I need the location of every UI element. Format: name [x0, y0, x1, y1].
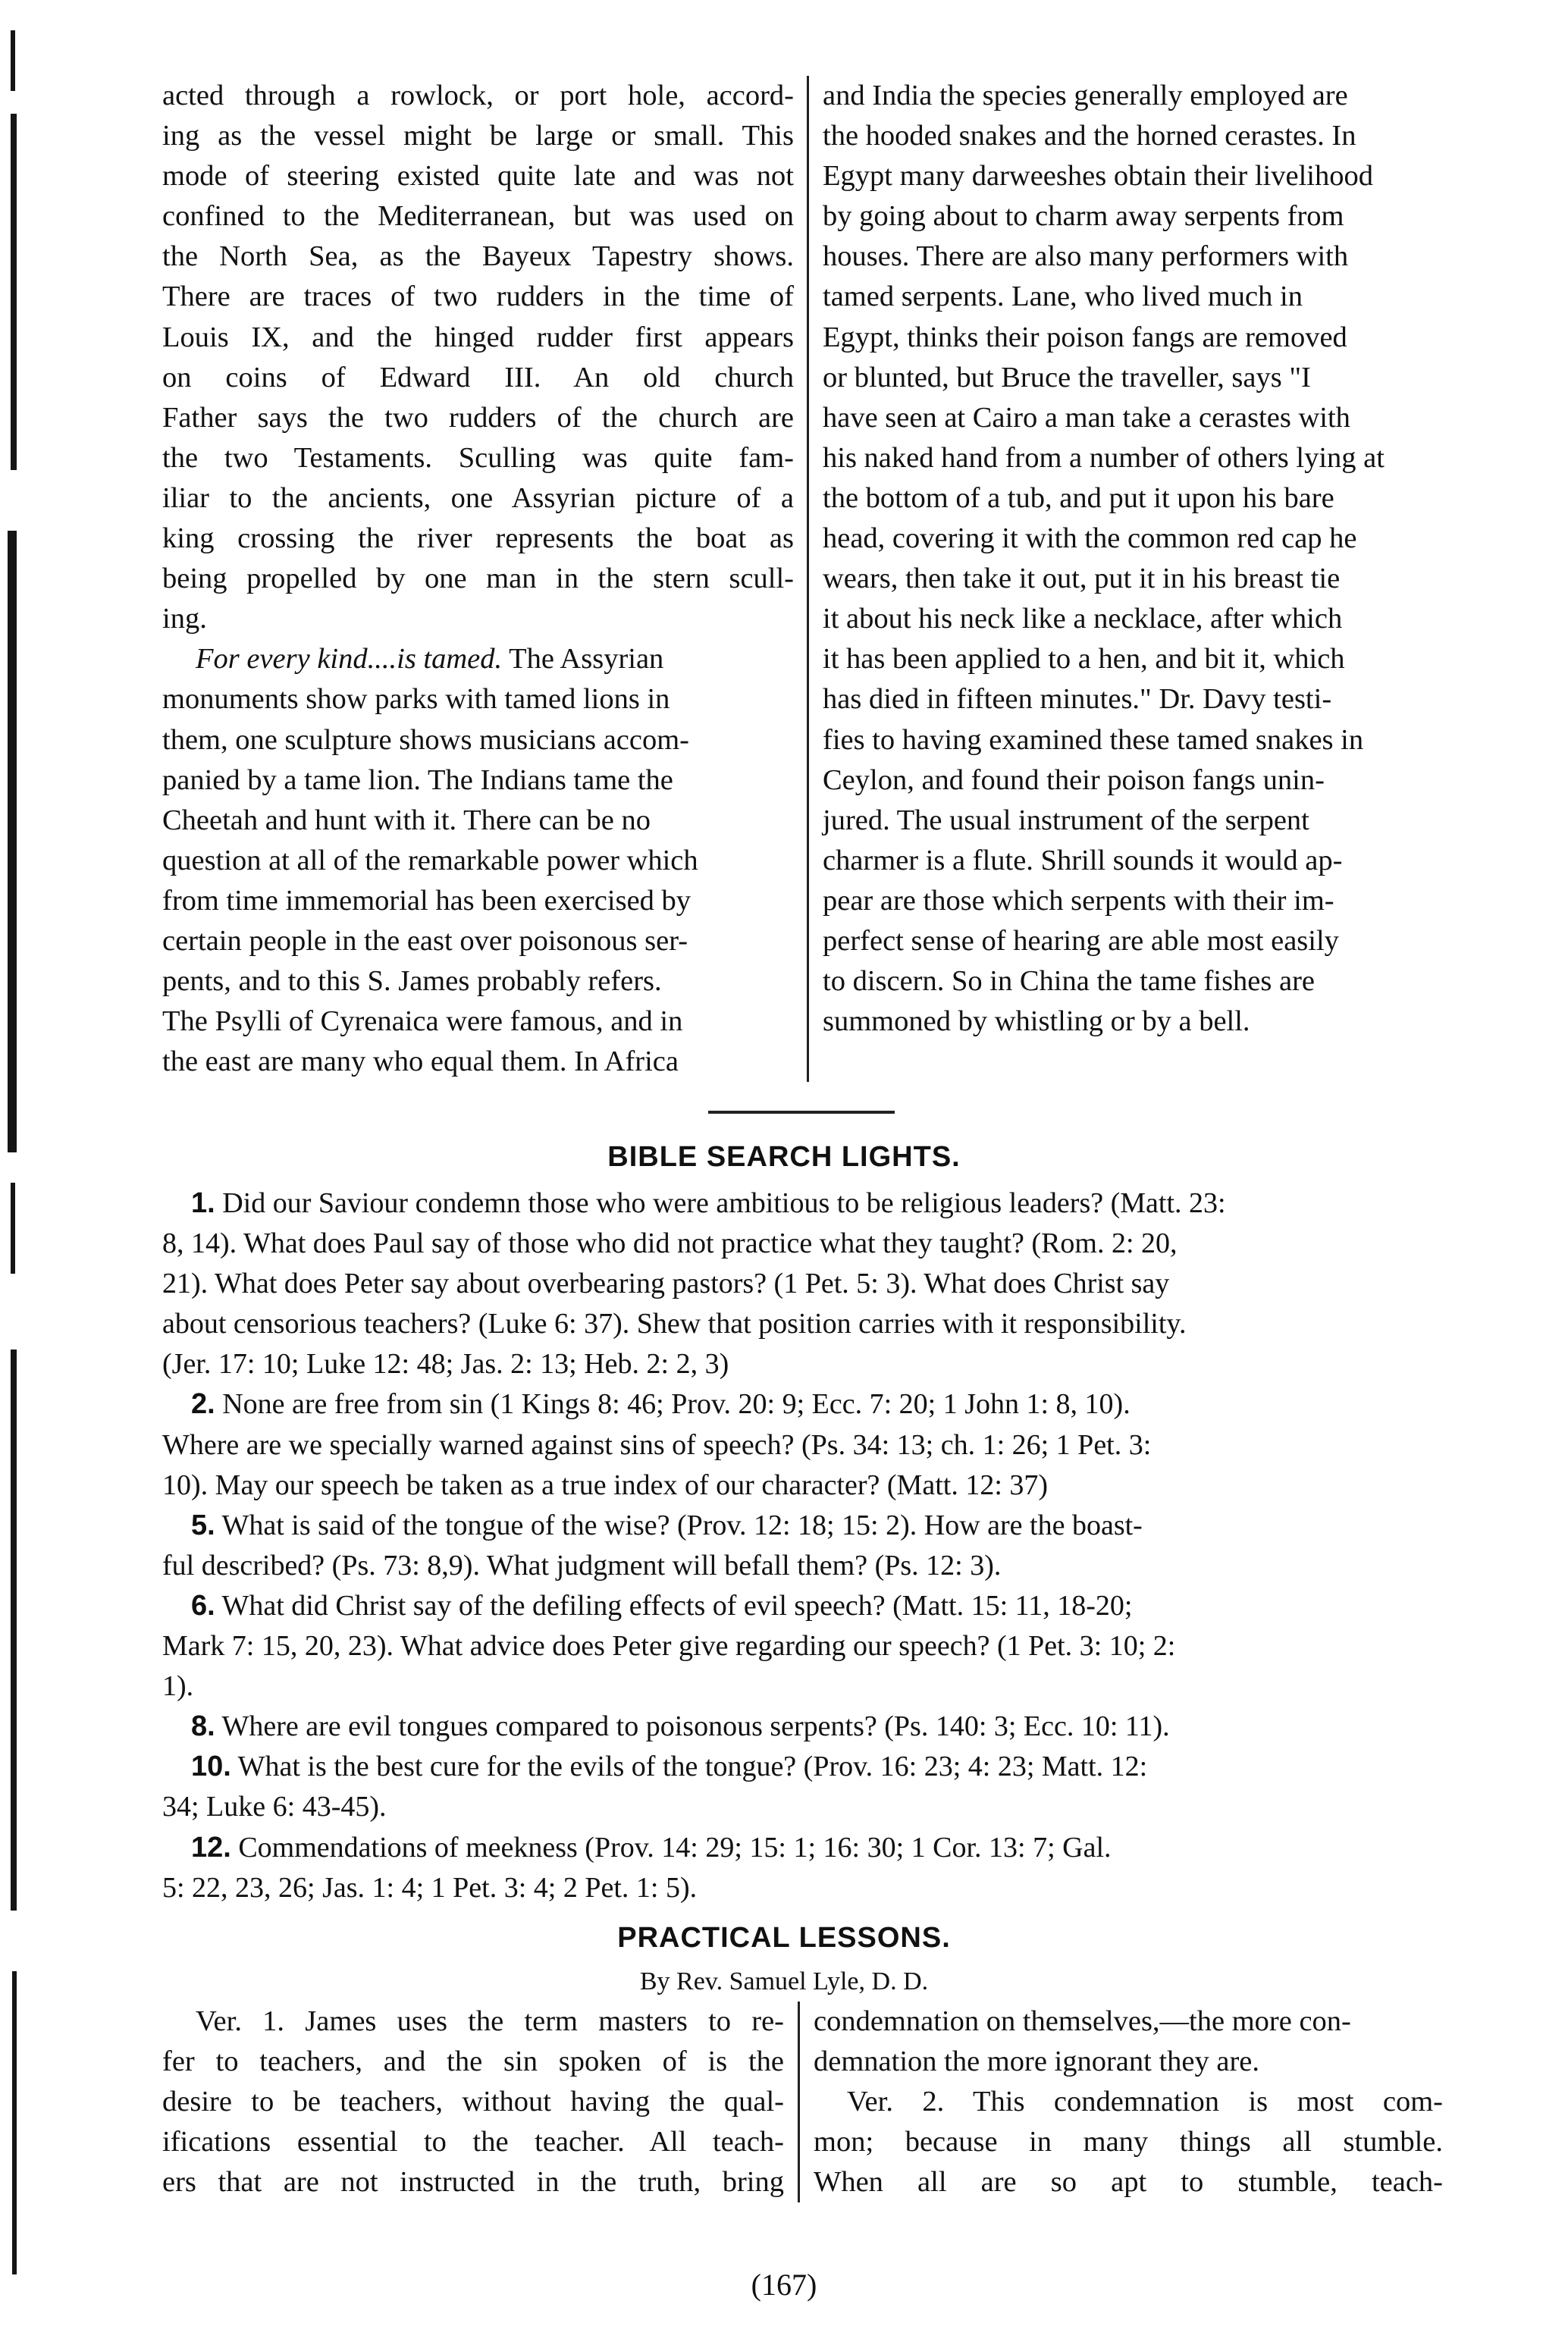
item-number: 12. — [191, 1831, 231, 1864]
lemma: For every kind....is tamed. — [196, 643, 503, 676]
top-left-column — [162, 76, 807, 1082]
item-text: Commendations of meekness (Prov. 14: 29; 15: 1; 16: 30; 1 Cor. 13: 7; Gal. 5: 22, 23, 26; Jas. 1: 4; 1 Pet. 3: 4; 2 Pet. 1: 5). — [162, 1831, 1112, 1904]
byline: By Rev. Samuel Lyle, D. D. — [639, 1967, 929, 1995]
paragraph-body: The Assyrian monuments show parks with tamed lions in them, one sculpture shows musicians accom- panied by a tame lion. The Indians tame the Cheetah and hunt with it. There can be no question at all of the remarkable power which from time immemorial has been exercised by certain people in the east over poisonous ser- pents, and to this S. James probably refers. The Psylli of Cyrenaica were famous, and in the east are many who equal them. In Africa — [162, 643, 698, 1078]
item-text: What did Christ say of the defiling effects of evil speech? (Matt. 15: 11, 18-20; Mark 7: 15, 20, 23). What advice does Peter give regarding our speech? (1 Pet. 3: 10; 2: 1). — [162, 1589, 1176, 1703]
list-item — [162, 1586, 1451, 1707]
paragraph: Ver. 1. James uses the term masters to re- fer to teachers, and the sin spoken of is the desire to be teachers, without having the qual- ifications essential to the teacher. All teach- ers that are not instructed in the truth, bring — [162, 2005, 784, 2199]
item-text: What is said of the tongue of the wise? (Prov. 12: 18; 15: 2). How are the boast- ful described? (Ps. 73: 8,9). What judgment will befall them? (Ps. 12: 3). — [162, 1509, 1143, 1582]
item-text: Did our Saviour condemn those who were ambitious to be religious leaders? (Matt. 23: 8, 14). What does Paul say of those who did not practice what they taught? (Rom. 2: 20, 21). What does Peter say about overbearing pastors? (1 Pet. 5: 3). What does Christ say about censorious teachers? (Luke 6: 37). Shew that position carries with it responsibility. (Jer. 17: 10; Luke 12: 48; Jas. 2: 13; Heb. 2: 2, 3) — [162, 1187, 1226, 1381]
section-heading: BIBLE SEARCH LIGHTS. — [607, 1141, 961, 1173]
bottom-left-column — [162, 2002, 798, 2202]
bottom-columns — [162, 2002, 1443, 2202]
list-item — [162, 1506, 1451, 1586]
item-text: None are free from sin (1 Kings 8: 46; Prov. 20: 9; Ecc. 7: 20; 1 John 1: 8, 10). Where are we specially warned against sins of speech? (Ps. 34: 13; ch. 1: 26; 1 Pet. 3: 10). May our speech be taken as a true index of our character? (Matt. 12: 37) — [162, 1388, 1152, 1501]
list-item — [162, 1828, 1451, 1908]
page-number: (167) — [751, 2268, 817, 2302]
item-number: 10. — [191, 1751, 231, 1783]
paragraph: condemnation on themselves,—the more con- demnation the more ignorant they are. — [814, 2005, 1351, 2078]
item-number: 8. — [191, 1710, 215, 1743]
paragraph: Ver. 2. This condemnation is most com- mon; because in many things all stumble. When all are so apt to stumble, teach- — [814, 2086, 1443, 2199]
list-item — [162, 1747, 1451, 1827]
paragraph: and India the species generally employed are the hooded snakes and the horned cerastes. In Egypt many darweeshes obtain their livelihood by going about to charm away serpents from houses. There are also many performers with tamed serpents. Lane, who lived much in Egypt, thinks their poison fangs are removed or blunted, but Bruce the traveller, says "I have seen at Cairo a man take a cerastes with his naked hand from a number of others lying at the bottom of a tub, and put it upon his bare head, covering it with the common red cap he wears, then take it out, put it in his breast tie it about his neck like a necklace, after which it has been applied to a hen, and bit it, which has died in fifteen minutes." Dr. Davy testi- fies to having examined these tamed snakes in Ceylon, and found their poison fangs unin- jured. The usual instrument of the serpent charmer is a flute. Shrill sounds it would ap- pear are those which serpents with their im- perfect sense of hearing are able most easily to discern. So in China the tame fishes are summoned by whistling or by a bell. — [823, 80, 1385, 1038]
bottom-right-column — [800, 2002, 1443, 2202]
item-text: Where are evil tongues compared to poisonous serpents? (Ps. 140: 3; Ecc. 10: 11). — [215, 1710, 1170, 1743]
list-item — [162, 1183, 1451, 1384]
item-number: 2. — [191, 1388, 215, 1421]
list-item — [162, 1707, 1451, 1747]
list-item — [162, 1384, 1451, 1505]
item-number: 6. — [191, 1589, 215, 1622]
item-number: 1. — [191, 1187, 215, 1219]
top-right-column — [809, 76, 1441, 1082]
paragraph: acted through a rowlock, or port hole, accord- ing as the vessel might be large or small. This mode of steering existed quite late and was not confined to the Mediterranean, but was used on the North Sea, as the Bayeux Tapestry shows. There are traces of two rudders in the time of Louis IX, and the hinged rudder first appears on coins of Edward III. An old church Father says the two rudders of the church are the two Testaments. Sculling was quite fam- iliar to the ancients, one Assyrian picture of a king crossing the river represents the boat as being propelled by one man in the stern scull- ing. — [162, 80, 794, 635]
item-text: What is the best cure for the evils of the tongue? (Prov. 16: 23; 4: 23; Matt. 12: 34; Luke 6: 43-45). — [162, 1751, 1148, 1823]
search-lights-list — [162, 1183, 1451, 1908]
section-heading: PRACTICAL LESSONS. — [617, 1922, 951, 1954]
section-divider — [708, 1111, 895, 1114]
item-number: 5. — [191, 1509, 215, 1541]
top-columns — [162, 76, 1441, 1082]
paragraph — [162, 639, 794, 1082]
